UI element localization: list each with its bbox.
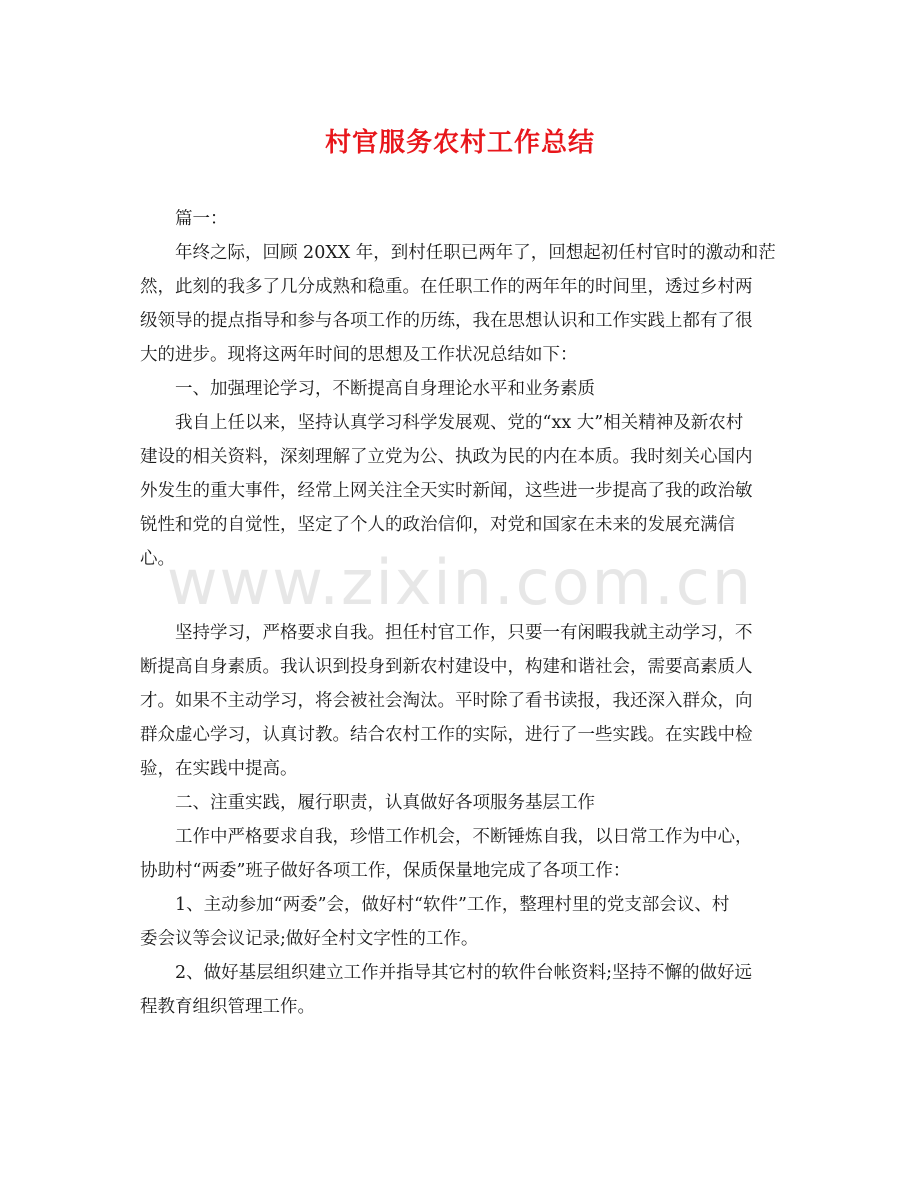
paragraph-line: 外发生的重大事件，经常上网关注全天实时新闻，这些进一步提高了我的政治敏 [140, 481, 753, 501]
list-item-line: 2、做好基层组织建立工作并指导其它村的软件台帐资料;坚持不懈的做好远 [175, 963, 753, 983]
paragraph-line: 才。如果不主动学习，将会被社会淘汰。平时除了看书读报，我还深入群众，向 [140, 691, 753, 711]
paragraph-line: 坚持学习，严格要求自我。担任村官工作，只要一有闲暇我就主动学习，不 [175, 623, 753, 643]
paragraph-line: 断提高自身素质。我认识到投身到新农村建设中，构建和谐社会，需要高素质人 [140, 657, 753, 677]
list-item-line: 委会议等会议记录;做好全村文字性的工作。 [140, 929, 479, 949]
paragraph-line: 然，此刻的我多了几分成熟和稳重。在任职工作的两年年的时间里，透过乡村两 [140, 277, 753, 297]
paragraph-line: 锐性和党的自觉性，坚定了个人的政治信仰，对党和国家在未来的发展充满信 [140, 515, 735, 535]
section-heading: 篇一： [175, 209, 228, 229]
paragraph-line: 级领导的提点指导和参与各项工作的历练，我在思想认识和工作实践上都有了很 [140, 311, 753, 331]
list-item-line: 程教育组织管理工作。 [140, 997, 315, 1017]
paragraph-line: 年终之际，回顾 20XX 年，到村任职已两年了，回想起初任村官时的激动和茫 [175, 243, 776, 263]
document-body [140, 202, 780, 1024]
subheading: 一、加强理论学习，不断提高自身理论水平和业务素质 [175, 379, 595, 399]
list-item-line: 1、主动参加“两委”会，做好村“软件”工作，整理村里的党支部会议、村 [175, 895, 730, 915]
subheading: 二、注重实践，履行职责，认真做好各项服务基层工作 [175, 793, 595, 813]
paragraph-line: 建设的相关资料，深刻理解了立党为公、执政为民的内在本质。我时刻关心国内 [140, 447, 753, 467]
document-title: 村官服务农村工作总结 [324, 128, 595, 158]
paragraph-line: 验，在实践中提高。 [140, 759, 298, 779]
watermark: www.zixin.com.cn [166, 546, 754, 619]
paragraph-line: 工作中严格要求自我，珍惜工作机会，不断锤炼自我，以日常工作为中心， [175, 827, 753, 847]
paragraph-line: 大的进步。现将这两年时间的思想及工作状况总结如下： [140, 345, 578, 365]
paragraph-line: 群众虚心学习，认真讨教。结合农村工作的实际，进行了一些实践。在实践中检 [140, 725, 753, 745]
paragraph-line: 心。 [140, 549, 175, 569]
paragraph-line: 协助村“两委”班子做好各项工作，保质保量地完成了各项工作： [140, 861, 631, 881]
paragraph-line: 我自上任以来，坚持认真学习科学发展观、党的“xx 大”相关精神及新农村 [175, 413, 744, 433]
